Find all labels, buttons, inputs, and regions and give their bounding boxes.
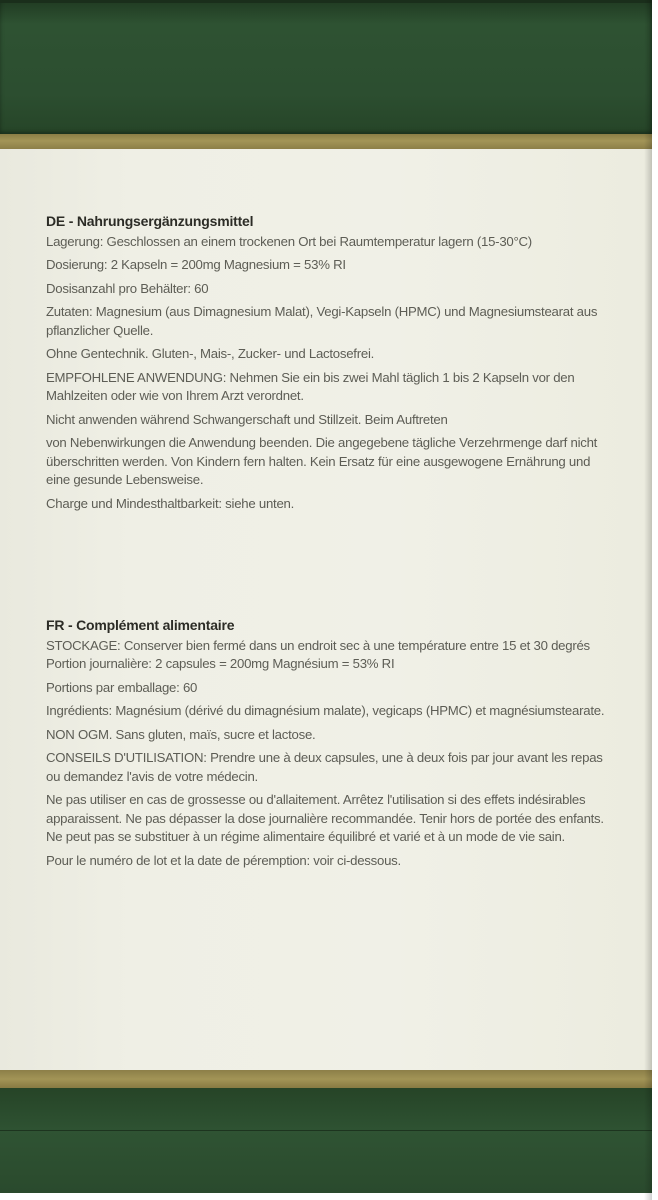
german-batch-info: Charge und Mindesthaltbarkeit: siehe unten. [46,495,295,511]
french-batch-info: Pour le numéro de lot et la date de péremption: voir ci-dessous. [46,852,401,868]
french-warnings: Ne pas utiliser en cas de grossesse ou d'allaitement. Arrêtez l'utilisation si des effets indésirables apparaissent. Ne pas dépasser la dose journalière recommandée. Tenir hors de portée des enfants. Ne peut pas se substituer à un régime alimentaire équilibré et varié et à un mode de vie sain. [46,792,604,844]
gold-band-bottom [0,1070,652,1088]
french-text-block [46,616,606,875]
french-ingredients: Ingrédients: Magnésium (dérivé du dimagnésium malate), vegicaps (HPMC) et magnésiumstearate. [46,703,605,718]
french-free-from: NON OGM. Sans gluten, maïs, sucre et lactose. [46,726,316,742]
french-heading: FR - Complément alimentaire [46,617,235,633]
box-edge-shadow [644,0,652,1200]
german-doses-per-container: Dosisanzahl pro Behälter: 60 [46,280,209,296]
french-portions: Portions par emballage: 60 [46,679,198,695]
french-storage: STOCKAGE: Conserver bien fermé dans un endroit sec à une température entre 15 et 30 degrés Portion journalière: 2 capsules = 200mg Magnésium = 53% RI [46,637,590,671]
french-usage-advice: CONSEILS D'UTILISATION: Prendre une à deux capsules, une à deux fois par jour avant les repas ou demandez l'avis de votre médecin. [46,750,603,784]
box-lid-green [0,0,652,134]
german-text-block [46,212,606,518]
german-ingredients: Zutaten: Magnesium (aus Dimagnesium Malat), Vegi-Kapseln (HPMC) und Magnesiumstearat aus pflanzlicher Quelle. [46,304,598,338]
german-free-from: Ohne Gentechnik. Gluten-, Mais-, Zucker- und Lactosefrei. [46,346,375,361]
german-recommended-use: EMPFOHLENE ANWENDUNG: Nehmen Sie ein bis zwei Mahl täglich 1 bis 2 Kapseln vor den Mahlzeiten oder wie von Ihrem Arzt verordnet. [46,369,575,403]
german-warning-1: Nicht anwenden während Schwangerschaft und Stillzeit. Beim Auftreten [46,411,448,427]
box-base-lower [0,1130,652,1193]
german-storage: Lagerung: Geschlossen an einem trockenen Ort bei Raumtemperatur lagern (15-30°C) [46,233,532,249]
german-warning-2: von Nebenwirkungen die Anwendung beenden. Die angegebene tägliche Verzehrmenge darf nicht überschritten werden. Von Kindern fern halten. Kein Ersatz für eine ausgewogene Ernährung und eine gesunde Lebensweise. [46,435,598,487]
german-dosage: Dosierung: 2 Kapseln = 200mg Magnesium = 53% RI [46,257,346,272]
german-heading: DE - Nahrungsergänzungsmittel [46,213,254,229]
gold-band-top [0,134,652,149]
lid-top-edge [0,0,652,3]
